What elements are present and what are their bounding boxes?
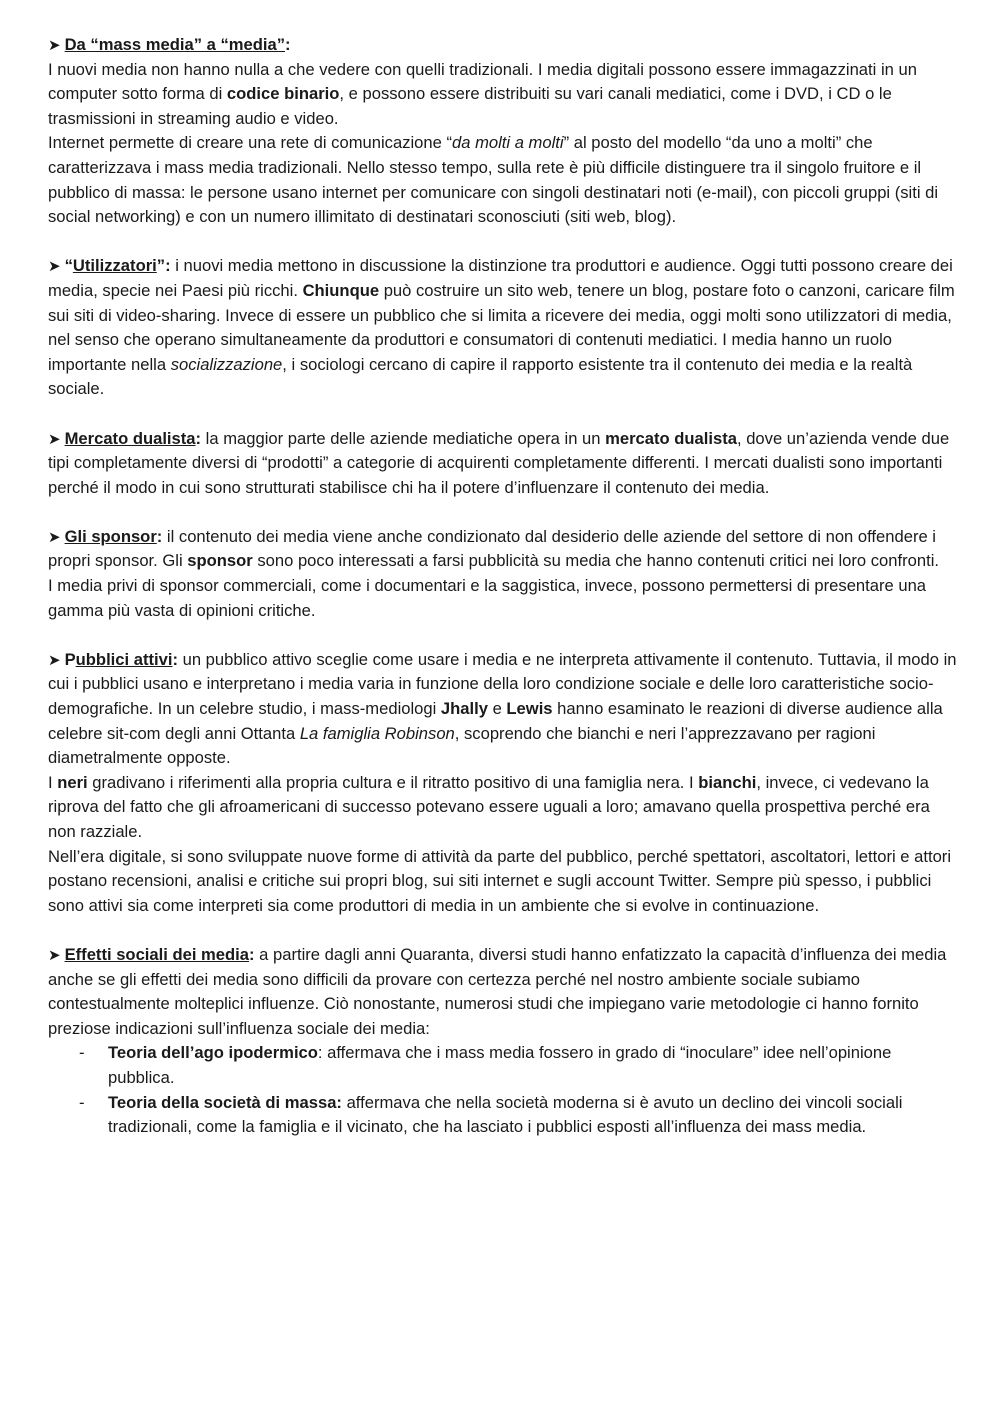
list-item: - Teoria della società di massa: affermava che nella società moderna si è avuto un declino dei vincoli sociali tradizionali, come la famiglia e il vicinato, che ha lasciato i pubblici esposti all’influenza dei mass media. xyxy=(79,1092,903,1137)
section-gli-sponsor xyxy=(48,525,958,623)
section-pubblici-attivi xyxy=(48,648,958,919)
arrow-bullet-icon: ➤ xyxy=(48,257,61,276)
paragraph: I media privi di sponsor commerciali, come i documentari e la saggistica, invece, possono permettersi di presentare una gamma più vasta di opinioni critiche. xyxy=(48,576,927,620)
section-da-mass-media-a-media xyxy=(48,33,958,230)
paragraph: I neri gradivano i riferimenti alla propria cultura e il ritratto positivo di una famiglia nera. I bianchi, invece, ci vedevano la riprova del fatto che gli afroamericani di successo potevano essere uguali a loro; amavano quella prospettiva perché era non razziale. xyxy=(48,772,930,841)
paragraph xyxy=(48,33,958,58)
arrow-bullet-icon: ➤ xyxy=(48,945,61,964)
paragraph: ➤ Pubblici attivi: un pubblico attivo sceglie come usare i media e ne interpreta attivamente il contenuto. Tuttavia, il modo in cui i pubblici usano e interpretano i media varia in funzione della loro condizione sociale e delle loro caratteristiche socio-demografiche. In un celebre studio, i mass-mediologi Jhally e Lewis hanno esaminato le reazioni di diverse audience alla celebre sit-com degli anni Ottanta La famiglia Robinson, scoprendo che bianchi e neri l’apprezzavano per ragioni diametralmente opposte. xyxy=(48,649,957,768)
theory-list xyxy=(48,1041,958,1139)
section-effetti-sociali xyxy=(48,943,958,1140)
arrow-bullet-icon: ➤ xyxy=(48,650,61,669)
section-heading: Mercato dualista: xyxy=(64,428,202,448)
arrow-bullet-icon: ➤ xyxy=(48,36,61,54)
section-heading: Da “mass media” a “media”: xyxy=(64,35,291,54)
dash-bullet-icon: - xyxy=(79,1092,85,1112)
paragraph: I nuovi media non hanno nulla a che vedere con quelli tradizionali. I media digitali possono essere immagazzinati in un computer sotto forma di codice binario, e possono essere distribuiti su vari canali mediatici, come i DVD, i CD o le trasmissioni in streaming audio e video. xyxy=(48,59,917,128)
paragraph: ➤ Gli sponsor: il contenuto dei media viene anche condizionato dal desiderio delle aziende del settore di non offendere i propri sponsor. Gli sponsor sono poco interessati a farsi pubblicità su media che hanno contenuti critici nei loro confronti. xyxy=(48,526,939,571)
section-heading: Pubblici attivi: xyxy=(64,649,178,669)
section-utilizzatori xyxy=(48,254,958,402)
paragraph: Nell’era digitale, si sono sviluppate nuove forme di attività da parte del pubblico, perché spettatori, ascoltatori, lettori e attori postano recensioni, analisi e critiche sui propri blog, sui siti internet e sugli account Twitter. Sempre più spesso, i pubblici sono attivi sia come interpreti sia come produttori di media in un ambiente che si evolve in continuazione. xyxy=(48,846,952,915)
document-page xyxy=(48,33,958,1164)
arrow-bullet-icon: ➤ xyxy=(48,429,61,448)
section-heading: “Utilizzatori”: xyxy=(64,256,171,276)
section-mercato-dualista xyxy=(48,427,958,501)
paragraph: Internet permette di creare una rete di comunicazione “da molti a molti” al posto del modello “da uno a molti” che caratterizzava i mass media tradizionali. Nello stesso tempo, sulla rete è più difficile distinguere tra il singolo fruitore e il pubblico di massa: le persone usano internet per comunicare con singoli destinatari noti (e-mail), con piccoli gruppi (siti di social networking) e con un numero illimitato di destinatari sconosciuti (siti web, blog). xyxy=(48,133,939,227)
paragraph: ➤ Effetti sociali dei media: a partire dagli anni Quaranta, diversi studi hanno enfatizzato la capacità d’influenza dei media anche se gli effetti dei media sono difficili da provare con certezza perché nel nostro ambiente sociale subiamo contestualmente molteplici influenze. Ciò nonostante, numerosi studi che impiegano varie metodologie ci hanno fornito preziose indicazioni sull’influenza sociale dei media: xyxy=(48,944,947,1038)
dash-bullet-icon: - xyxy=(79,1043,85,1063)
list-item: - Teoria dell’ago ipodermico: affermava che i mass media fossero in grado di “inoculare” idee nell’opinione pubblica. xyxy=(79,1043,892,1087)
section-heading: Effetti sociali dei media: xyxy=(64,944,255,964)
section-heading: Gli sponsor: xyxy=(64,526,163,546)
arrow-bullet-icon: ➤ xyxy=(48,527,61,546)
paragraph: ➤ Mercato dualista: la maggior parte delle aziende mediatiche opera in un mercato dualista, dove un’azienda vende due tipi completamente diversi di “prodotti” a categorie di acquirenti completamente differenti. I mercati dualisti sono importanti perché il modo in cui sono strutturati stabilisce chi ha il potere d’influenzare il contenuto dei media. xyxy=(48,428,950,497)
paragraph: ➤ “Utilizzatori”: i nuovi media mettono in discussione la distinzione tra produttori e audience. Oggi tutti possono creare dei media, specie nei Paesi più ricchi. Chiunque può costruire un sito web, tenere un blog, postare foto o canzoni, caricare film sui siti di video-sharing. Invece di essere un pubblico che si limita a ricevere dei media, oggi molti sono utilizzatori di media, nel senso che operano simultaneamente da produttori e consumatori di contenuti mediatici. I media hanno un ruolo importante nella socializzazione, i sociologi cercano di capire il rapporto esistente tra il contenuto dei media e la realtà sociale. xyxy=(48,256,955,399)
